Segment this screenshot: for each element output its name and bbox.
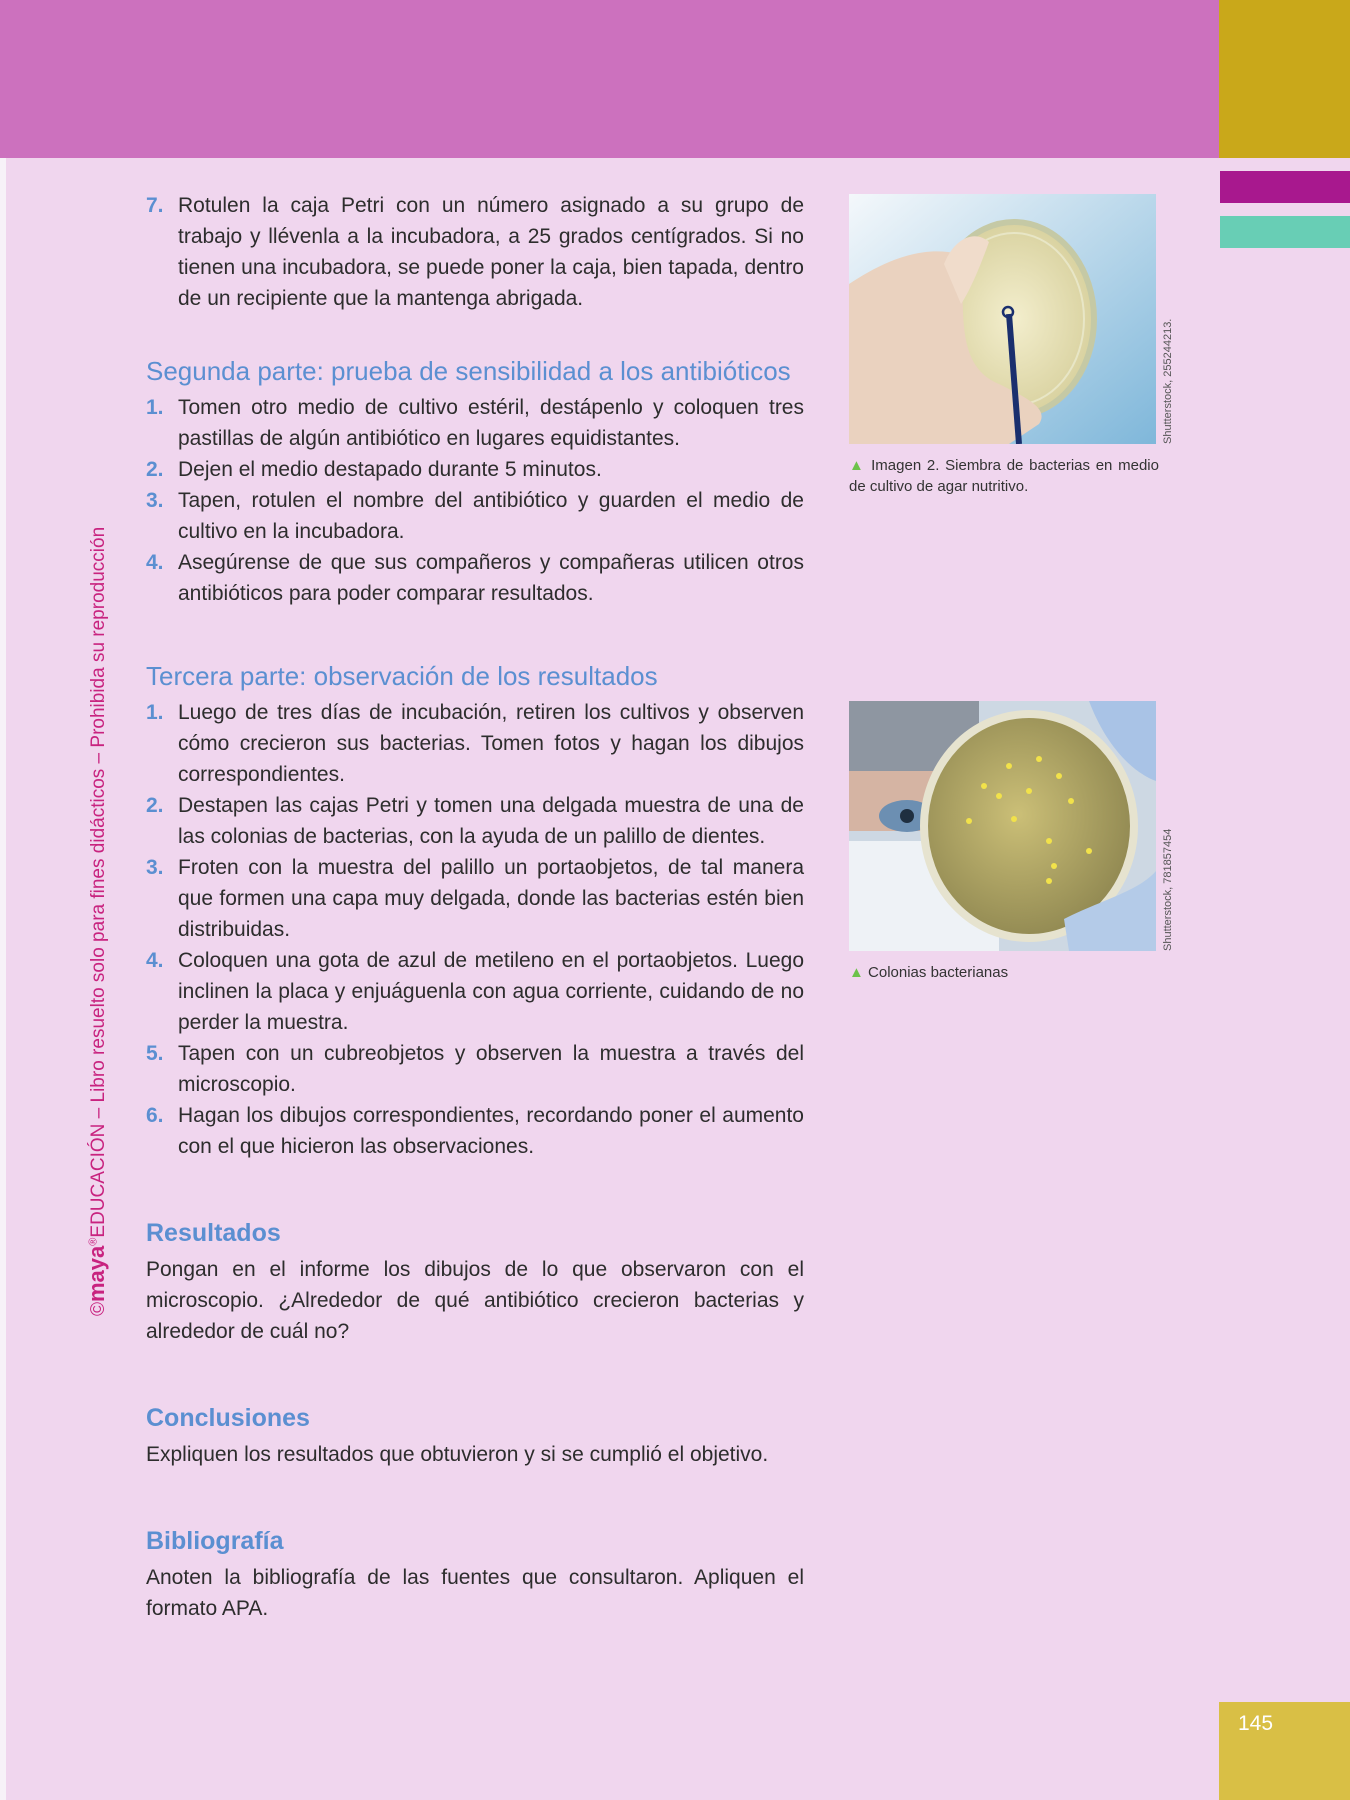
step-number: 5. bbox=[146, 1042, 164, 1065]
list-item bbox=[146, 945, 804, 1038]
step-number: 4. bbox=[146, 551, 164, 574]
list-item bbox=[146, 1100, 804, 1162]
page-number: 145 bbox=[1238, 1712, 1274, 1735]
step-number: 1. bbox=[146, 396, 164, 419]
bacterial-colonies-photo bbox=[849, 701, 1156, 951]
header-band bbox=[0, 0, 1219, 158]
list-item bbox=[146, 547, 804, 609]
copyright-side-note bbox=[84, 527, 110, 1316]
triangle-icon: ▲ bbox=[849, 457, 866, 474]
step-text: Dejen el medio destapado durante 5 minutos. bbox=[178, 458, 602, 481]
section-tab-magenta bbox=[1220, 171, 1350, 203]
header-gold-block bbox=[1219, 0, 1350, 158]
list-item bbox=[146, 190, 804, 314]
figure-caption bbox=[849, 962, 1159, 983]
step-text: Tomen otro medio de cultivo estéril, destápenlo y coloquen tres pastillas de algún antibiótico en lugares equidistantes. bbox=[178, 396, 804, 450]
step-number: 2. bbox=[146, 794, 164, 817]
step-number: 3. bbox=[146, 489, 164, 512]
petri-dish-photo bbox=[849, 194, 1156, 444]
results-text: Pongan en el informe los dibujos de lo que observaron con el microscopio. ¿Alrededor de qué antibiótico crecieron bacterias y alrededor de cuál no? bbox=[146, 1258, 804, 1343]
caption-text: Imagen 2. Siembra de bacterias en medio de cultivo de agar nutritivo. bbox=[849, 457, 1159, 495]
copyright-text: EDUCACIÓN – Libro resuelto solo para fines didácticos – Prohibida su reproducción bbox=[88, 526, 109, 1238]
step-number: 4. bbox=[146, 949, 164, 972]
step-number: 6. bbox=[146, 1104, 164, 1127]
step-text: Luego de tres días de incubación, retiren los cultivos y observen cómo crecieron sus bacterias. Tomen fotos y hagan los dibujos correspondientes. bbox=[178, 701, 804, 786]
part2-step-list bbox=[146, 392, 804, 609]
main-content bbox=[146, 190, 804, 1624]
list-item bbox=[146, 790, 804, 852]
conclusions-text: Expliquen los resultados que obtuvieron y si se cumplió el objetivo. bbox=[146, 1443, 769, 1466]
photo-credit: Shutterstock, 255244213. bbox=[1162, 318, 1174, 444]
list-item bbox=[146, 485, 804, 547]
step-text: Rotulen la caja Petri con un número asignado a su grupo de trabajo y llévenla a la incubadora, a 25 grados centígrados. Si no tienen una incubadora, se puede poner la caja, bien tapada, dentro de un recipiente que la mantenga abrigada. bbox=[178, 194, 804, 310]
triangle-icon: ▲ bbox=[849, 964, 864, 981]
step-text: Tapen, rotulen el nombre del antibiótico y guarden el medio de cultivo en la incubadora. bbox=[178, 489, 804, 543]
figure-caption bbox=[849, 455, 1159, 497]
list-item bbox=[146, 697, 804, 790]
step-text: Destapen las cajas Petri y tomen una delgada muestra de una de las colonias de bacterias, con la ayuda de un palillo de dientes. bbox=[178, 794, 804, 848]
step-number: 7. bbox=[146, 194, 164, 217]
conclusions-heading: Conclusiones bbox=[146, 1404, 310, 1432]
bibliography-heading: Bibliografía bbox=[146, 1527, 284, 1555]
step-number: 2. bbox=[146, 458, 164, 481]
caption-text: Colonias bacterianas bbox=[868, 964, 1009, 981]
list-item bbox=[146, 392, 804, 454]
step-text: Asegúrense de que sus compañeros y compañeras utilicen otros antibióticos para poder comparar resultados. bbox=[178, 551, 804, 605]
registered-symbol: ® bbox=[87, 1237, 100, 1246]
section-title-part2: Segunda parte: prueba de sensibilidad a los antibióticos bbox=[146, 356, 791, 386]
section-tab-teal bbox=[1220, 216, 1350, 248]
step-text: Tapen con un cubreobjetos y observen la muestra a través del microscopio. bbox=[178, 1042, 804, 1096]
list-item bbox=[146, 454, 804, 485]
photo-credit: Shutterstock, 781857454 bbox=[1162, 828, 1174, 951]
part3-step-list bbox=[146, 697, 804, 1162]
results-heading: Resultados bbox=[146, 1219, 281, 1247]
page-left-edge bbox=[0, 158, 6, 1800]
bibliography-text: Anoten la bibliografía de las fuentes que consultaron. Apliquen el formato APA. bbox=[146, 1566, 804, 1620]
list-item bbox=[146, 1038, 804, 1100]
step-number: 3. bbox=[146, 856, 164, 879]
list-item bbox=[146, 852, 804, 945]
publisher-brand: maya bbox=[84, 1245, 109, 1302]
step-text: Coloquen una gota de azul de metileno en el portaobjetos. Luego inclinen la placa y enjuáguenla con agua corriente, cuidando de no perder la muestra. bbox=[178, 949, 804, 1034]
copyright-symbol: © bbox=[88, 1302, 109, 1316]
step-text: Froten con la muestra del palillo un portaobjetos, de tal manera que formen una capa muy delgada, donde las bacterias estén bien distribuidas. bbox=[178, 856, 804, 941]
section-title-part3: Tercera parte: observación de los resultados bbox=[146, 661, 658, 691]
step-number: 1. bbox=[146, 701, 164, 724]
step-text: Hagan los dibujos correspondientes, recordando poner el aumento con el que hicieron las observaciones. bbox=[178, 1104, 804, 1158]
